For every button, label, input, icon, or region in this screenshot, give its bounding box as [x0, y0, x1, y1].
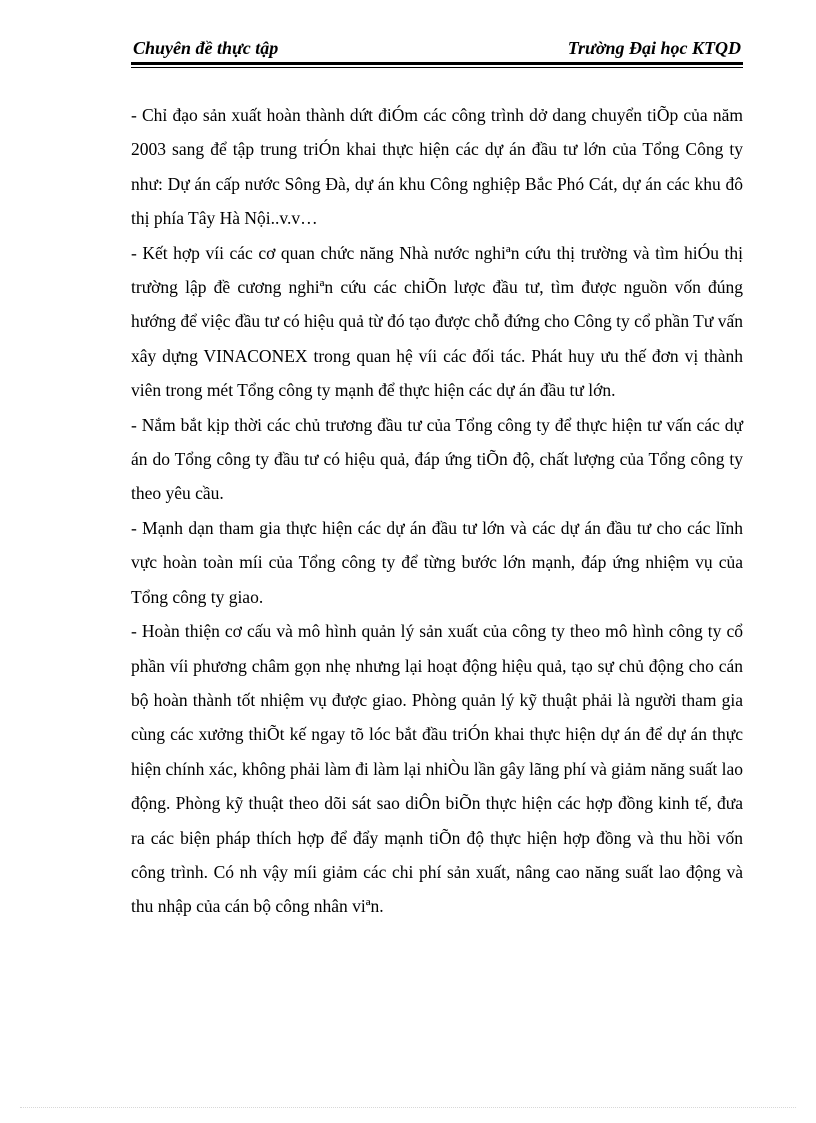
page-bottom-divider [20, 1107, 796, 1108]
paragraph-investment-policy: - Nắm bắt kịp thời các chủ trương đầu tư của Tổng công ty để thực hiện tư vấn các dự án do Tổng công ty đầu tư có hiệu quả, đáp ứng tiÕn độ, chất lượng của Tổng công ty theo yêu cầu. [131, 414, 743, 504]
paragraph-production-direction: - Chỉ đạo sản xuất hoàn thành dứt điÓm các công trình dở dang chuyển tiÕp của năm 2003 sang để tập trung triÓn khai thực hiện các dự án đầu tư lớn của Tổng Công ty như: Dự án cấp nước Sông Đà, dự án khu Công nghiệp Bắc Phó Cát, dự án các khu đô thị phía Tây Hà Nội..v.v… [131, 105, 743, 229]
header-university-name: Trường Đại học KTQD [567, 38, 741, 58]
paragraph-market-research: - Kết hợp víi các cơ quan chức năng Nhà nước nghiªn cứu thị trường và tìm hiÓu thị trường lập đề cương nghiªn cứu các chiÕn lược đầu tư, tìm được nguồn vốn đúng hướng để việc đầu tư có hiệu quả từ đó tạo được chỗ đứng cho Công ty cổ phần Tư vấn xây dựng VINACONEX trong quan hệ víi các đối tác. Phát huy ưu thế đơn vị thành viên trong mét Tổng công ty mạnh để thực hiện các dự án đầu tư lớn. [131, 242, 743, 401]
paragraph-large-projects: - Mạnh dạn tham gia thực hiện các dự án đầu tư lớn và các dự án đầu tư cho các lĩnh vực hoàn toàn míi của Tổng công ty để từng bước lớn mạnh, đáp ứng nhiệm vụ của Tổng công ty giao. [131, 517, 743, 607]
document-body [131, 98, 743, 924]
header-document-title: Chuyên đề thực tập [133, 38, 279, 58]
page-header [131, 36, 743, 65]
paragraph-organization-structure: - Hoàn thiện cơ cấu và mô hình quản lý sản xuất của công ty theo mô hình công ty cổ phần víi phương châm gọn nhẹ nhưng lại hoạt động hiệu quả, tạo sự chủ động cho cán bộ hoàn thành tốt nhiệm vụ được giao. Phòng quản lý kỹ thuật phải là người tham gia cùng các xưởng thiÕt kế ngay tõ lóc bắt đầu triÓn khai thực hiện dự án để dự án thực hiện chính xác, không phải làm đi làm lại nhiÒu lần gây lãng phí và giảm năng suất lao động. Phòng kỹ thuật theo dõi sát sao diÔn biÕn thực hiện các hợp đồng kinh tế, đưa ra các biện pháp thích hợp để đẩy mạnh tiÕn độ thực hiện hợp đồng và thu hồi vốn công trình. Có nh vậy míi giảm các chi phí sản xuất, nâng cao năng suất lao động và thu nhập của cán bộ công nhân viªn. [131, 621, 743, 917]
